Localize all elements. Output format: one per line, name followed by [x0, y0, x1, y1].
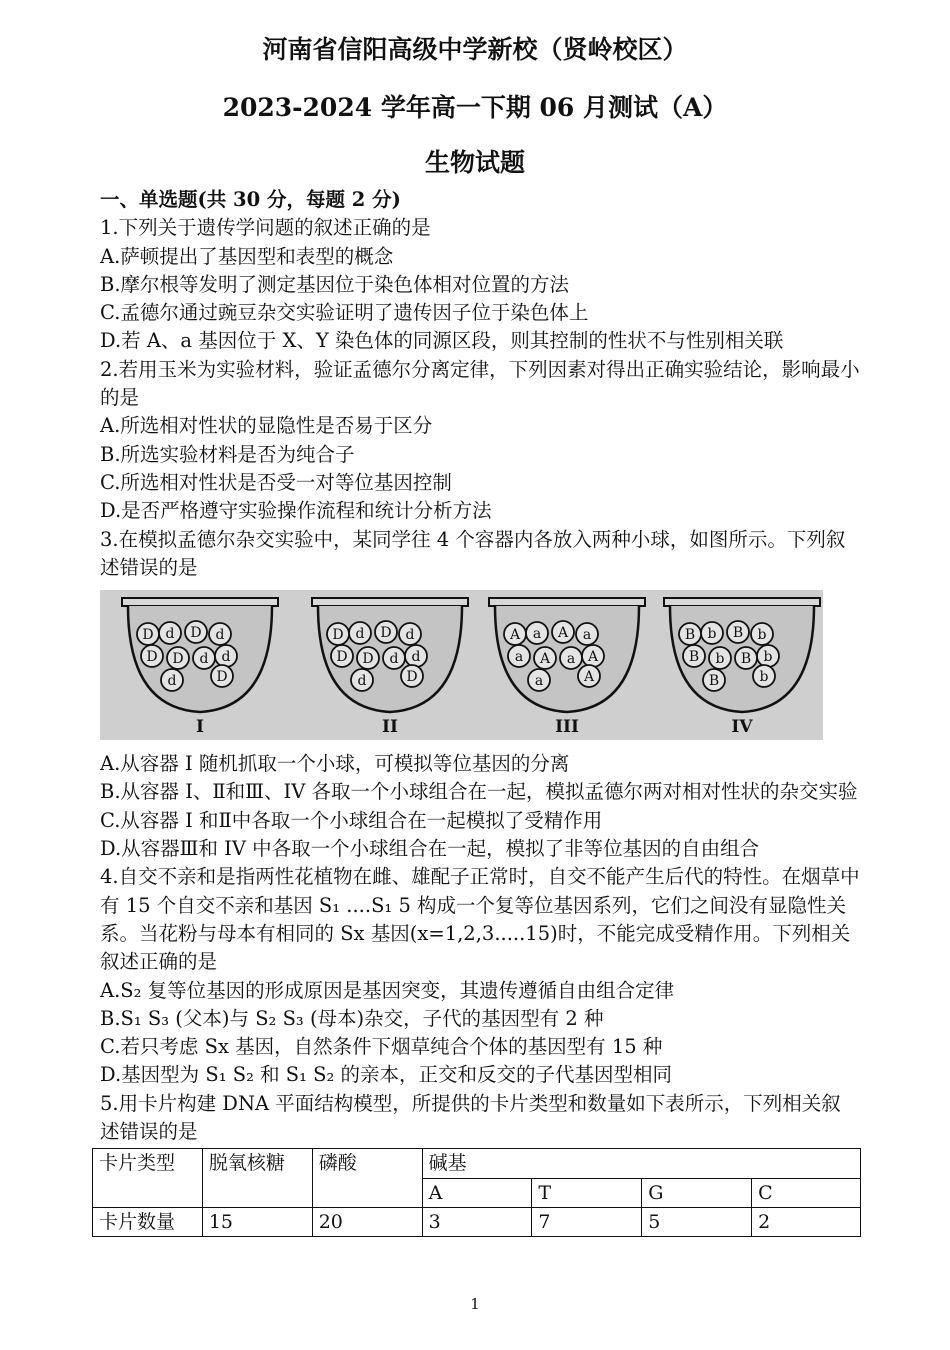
card-count-header: 卡片数量 [93, 1207, 203, 1236]
container-label-3: III [555, 717, 579, 738]
svg-text:d: d [221, 649, 231, 666]
q2-option-d: D.是否严格遵守实验操作流程和统计分析方法 [100, 499, 492, 523]
ball-1-10 [161, 669, 183, 691]
base-a-header: A [422, 1178, 532, 1207]
svg-text:d: d [167, 673, 177, 690]
q3-option-a: A.从容器 I 随机抓取一个小球，可模拟等位基因的分离 [100, 752, 570, 776]
container-figure [100, 590, 823, 740]
svg-text:d: d [405, 627, 415, 644]
svg-text:D: D [142, 627, 154, 644]
svg-text:D: D [362, 651, 374, 668]
ball-4-8 [735, 647, 757, 669]
svg-text:a: a [532, 626, 542, 643]
ball-1-6 [141, 645, 163, 667]
svg-text:b: b [759, 669, 769, 686]
bases-header: 碱基 [422, 1149, 860, 1178]
ball-1-4 [209, 623, 231, 645]
ball-3-1 [504, 623, 526, 645]
phosphate-count: 20 [312, 1207, 422, 1236]
q3-stem: 3.在模拟孟德尔杂交实验中，某同学往 4 个容器内各放入两种小球，如图所示。下列叙述错误的是 [100, 527, 846, 579]
container-3 [489, 598, 645, 737]
q5-stem: 5.用卡片构建 DNA 平面结构模型，所提供的卡片类型和数量如下表所示，下列相关叙述错误的是 [100, 1091, 841, 1144]
ball-1-5 [215, 645, 237, 667]
base-c-count: 2 [752, 1207, 861, 1236]
ball-4-3 [727, 621, 749, 643]
q4-option-d: D.基因型为 S₁ S₂ 和 S₁ S₂ 的亲本，正交和反交的子代基因型相同 [100, 1063, 673, 1087]
svg-text:B: B [684, 627, 696, 644]
ball-1-8 [193, 647, 215, 669]
ball-2-5 [405, 645, 427, 667]
ball-2-6 [331, 645, 353, 667]
q4-option-c: C.若只考虑 Sx 基因，自然条件下烟草纯合个体的基因型有 15 种 [100, 1035, 663, 1059]
page-number: 1 [470, 1295, 480, 1313]
q3-option-d: D.从容器Ⅲ和 IV 中各取一个小球组合在一起，模拟了非等位基因的自由组合 [100, 837, 760, 861]
svg-text:A: A [583, 669, 595, 686]
school-title: 河南省信阳高级中学新校（贤岭校区） [262, 35, 688, 64]
q2-option-b: B.所选实验材料是否为纯合子 [100, 442, 355, 466]
svg-text:B: B [708, 673, 720, 690]
ball-3-9 [578, 665, 600, 687]
ball-1-3 [185, 621, 207, 643]
base-a-count: 3 [422, 1207, 532, 1236]
svg-text:d: d [199, 651, 209, 668]
ball-2-3 [375, 621, 397, 643]
svg-text:D: D [406, 669, 418, 686]
ball-3-10 [528, 669, 550, 691]
container-figure-svg [100, 590, 823, 740]
ball-3-5 [582, 645, 604, 667]
q3-option-c: C.从容器 I 和Ⅱ中各取一个小球组合在一起模拟了受精作用 [100, 808, 603, 832]
ball-2-10 [351, 669, 373, 691]
card-table [92, 1148, 861, 1237]
ball-2-4 [399, 623, 421, 645]
base-g-count: 5 [642, 1207, 752, 1236]
ball-3-4 [576, 623, 598, 645]
container-label-1: I [196, 717, 204, 738]
svg-text:A: A [587, 649, 599, 666]
ball-1-9 [211, 665, 233, 687]
ball-3-8 [560, 647, 582, 669]
q1-stem: 1.下列关于遗传学问题的叙述正确的是 [100, 216, 431, 240]
svg-text:d: d [389, 651, 399, 668]
svg-text:D: D [146, 649, 158, 666]
svg-text:b: b [763, 649, 773, 666]
q2-option-a: A.所选相对性状的显隐性是否易于区分 [100, 414, 433, 438]
q2-stem: 2.若用玉米为实验材料，验证孟德尔分离定律，下列因素对得出正确实验结论，影响最小的是 [100, 357, 860, 410]
svg-text:B: B [740, 651, 752, 668]
ball-4-10 [703, 669, 725, 691]
q1-option-a: A.萨顿提出了基因型和表型的概念 [100, 244, 394, 268]
svg-text:B: B [732, 625, 744, 642]
exam-body [100, 186, 860, 1237]
svg-text:b: b [715, 651, 725, 668]
ball-2-2 [349, 622, 371, 644]
ball-4-2 [701, 622, 723, 644]
q3-option-b: B.从容器 I、Ⅱ和Ⅲ、IV 各取一个小球组合在一起，模拟孟德尔两对相对性状的杂交实验 [100, 780, 858, 804]
deoxyribose-header: 脱氧核糖 [202, 1149, 312, 1208]
ball-3-7 [534, 647, 556, 669]
ball-1-1 [137, 623, 159, 645]
deoxyribose-count: 15 [202, 1207, 312, 1236]
phosphate-header: 磷酸 [312, 1149, 422, 1208]
svg-text:d: d [165, 626, 175, 643]
svg-text:d: d [355, 626, 365, 643]
container-1 [122, 598, 278, 737]
q1-option-c: C.孟德尔通过豌豆杂交实验证明了遗传因子位于染色体上 [100, 301, 589, 325]
svg-text:D: D [216, 669, 228, 686]
base-t-header: T [532, 1178, 642, 1207]
svg-text:d: d [357, 673, 367, 690]
exam-title: 2023-2024 学年高一下期 06 月测试（A） [222, 93, 728, 122]
ball-2-8 [383, 647, 405, 669]
svg-text:a: a [534, 673, 544, 690]
svg-text:b: b [757, 627, 767, 644]
svg-text:d: d [411, 649, 421, 666]
ball-4-9 [753, 665, 775, 687]
container-label-4: IV [731, 717, 753, 738]
ball-3-2 [526, 622, 548, 644]
ball-1-2 [159, 622, 181, 644]
svg-text:B: B [688, 649, 700, 666]
svg-text:D: D [380, 625, 392, 642]
q1-option-b: B.摩尔根等发明了测定基因位于染色体相对位置的方法 [100, 272, 570, 296]
svg-text:D: D [336, 649, 348, 666]
ball-4-1 [679, 623, 701, 645]
base-c-header: C [752, 1178, 861, 1207]
ball-3-3 [552, 621, 574, 643]
ball-2-1 [327, 623, 349, 645]
ball-3-6 [508, 645, 530, 667]
q1-option-d: D.若 A、a 基因位于 X、Y 染色体的同源区段，则其控制的性状不与性别相关联 [100, 329, 784, 353]
svg-text:b: b [707, 626, 717, 643]
ball-1-7 [167, 647, 189, 669]
svg-text:A: A [539, 651, 551, 668]
svg-text:D: D [172, 651, 184, 668]
q4-option-a: A.S₂ 复等位基因的形成原因是基因突变，其遗传遵循自由组合定律 [100, 978, 675, 1002]
base-g-header: G [642, 1178, 752, 1207]
svg-text:A: A [509, 627, 521, 644]
ball-4-4 [751, 623, 773, 645]
card-type-header: 卡片类型 [93, 1149, 203, 1208]
subject-title: 生物试题 [424, 148, 525, 177]
q4-stem: 4.自交不亲和是指两性花植物在雌、雄配子正常时，自交不能产生后代的特性。在烟草中有 15 个自交不亲和基因 S₁ ....S₁ 5 构成一个复等位基因系列，它们之间没有显隐性关系。当花粉与母本有相同的 Sx 基因(x=1,2,3.....15)时，不能完成受精作用。下列相关叙述正确的是 [100, 865, 860, 974]
ball-2-9 [401, 665, 423, 687]
container-4 [664, 598, 820, 737]
q4-option-b: B.S₁ S₃ (父本)与 S₂ S₃ (母本)杂交，子代的基因型有 2 种 [100, 1006, 604, 1030]
svg-text:A: A [557, 625, 569, 642]
section-title: 一、单选题(共 30 分，每题 2 分) [100, 188, 401, 211]
container-2 [312, 598, 468, 737]
svg-text:a: a [582, 627, 592, 644]
svg-text:D: D [190, 625, 202, 642]
svg-text:a: a [514, 649, 524, 666]
svg-text:a: a [566, 651, 576, 668]
q2-option-c: C.所选相对性状是否受一对等位基因控制 [100, 470, 452, 494]
ball-2-7 [357, 647, 379, 669]
svg-text:D: D [332, 627, 344, 644]
ball-4-7 [709, 647, 731, 669]
ball-4-6 [683, 645, 705, 667]
container-label-2: II [382, 717, 398, 738]
ball-4-5 [757, 645, 779, 667]
base-t-count: 7 [532, 1207, 642, 1236]
svg-text:d: d [215, 627, 225, 644]
